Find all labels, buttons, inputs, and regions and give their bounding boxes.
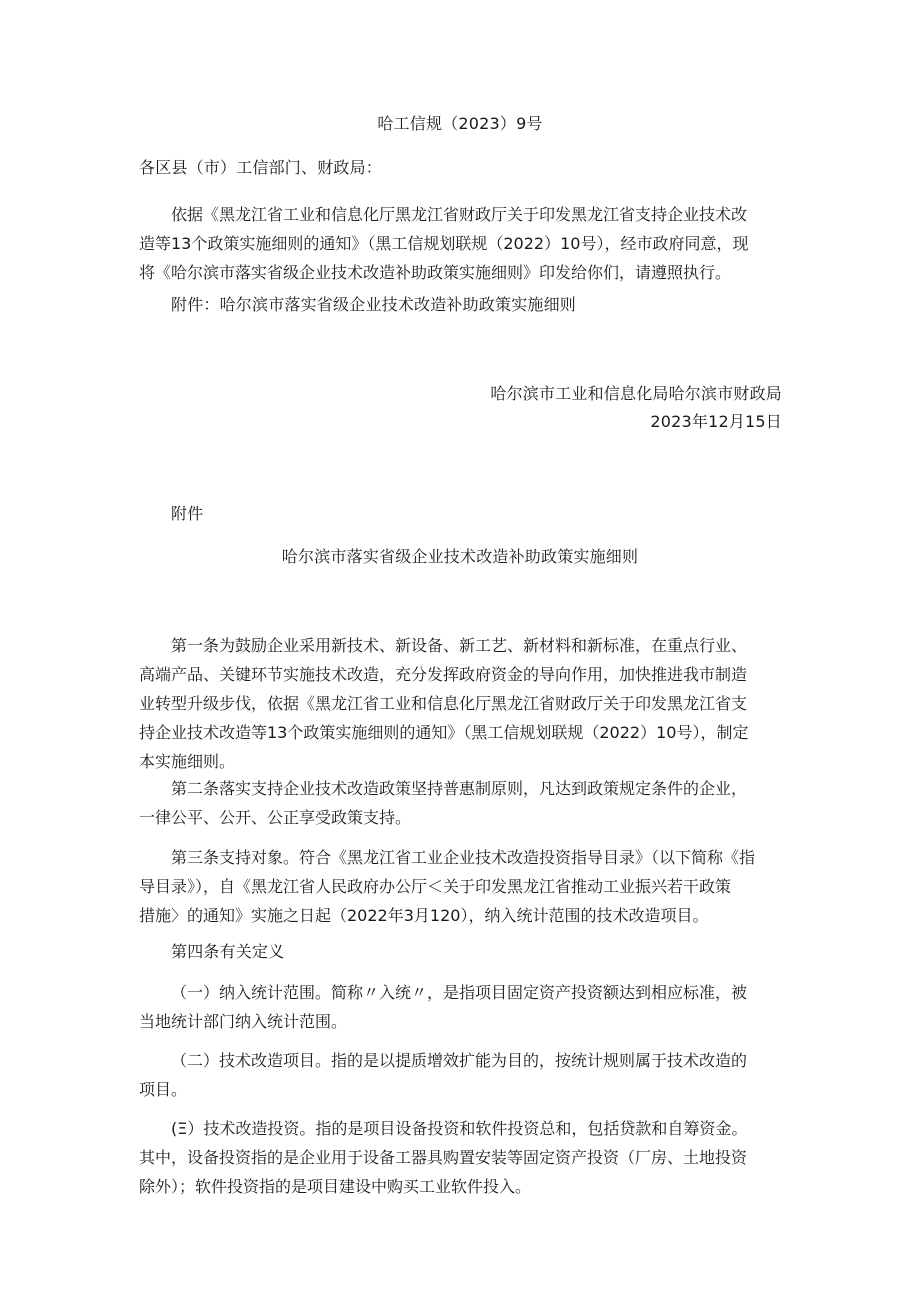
definition-2-line: 项目。 [139, 1080, 188, 1099]
article-3-line: 导目录》），自《黑龙江省人民政府办公厅＜关于印发黑龙江省推动工业振兴若干政策 [139, 877, 732, 896]
intro-line: 将《哈尔滨市落实省级企业技术改造补助政策实施细则》印发给你们，请遵照执行。 [139, 263, 732, 282]
article-4-heading: 第四条有关定义 [171, 942, 285, 961]
definition-3-line: 其中，设备投资指的是企业用于设备工器具购置安装等固定资产投资（厂房、土地投资 [139, 1148, 748, 1167]
article-1-line: 持企业技术改造等13个政策实施细则的通知》（黑工信规划联规（2022）10号），制定 [139, 723, 749, 742]
article-1 [139, 631, 791, 776]
attachment-note: 附件：哈尔滨市落实省级企业技术改造补助政策实施细则 [171, 295, 577, 314]
signature-date: 2023年12月15日 [650, 412, 782, 431]
attachment-label: 附件 [171, 504, 204, 523]
document-number: 哈工信规（2023）9号 [377, 114, 543, 133]
article-3-line: 第三条支持对象。符合《黑龙江省工业企业技术改造投资指导目录》（以下简称《指 [171, 848, 756, 867]
article-1-line: 业转型升级步伐，依据《黑龙江省工业和信息化厅黑龙江省财政厅关于印发黑龙江省支 [139, 694, 748, 713]
definition-2 [139, 1046, 791, 1104]
signature: 哈尔滨市工业和信息化局哈尔滨市财政局 [490, 384, 782, 403]
attachment-title: 哈尔滨市落实省级企业技术改造补助政策实施细则 [281, 547, 639, 566]
definition-3-line: 除外）；软件投资指的是项目建设中购买工业软件投入。 [139, 1177, 532, 1196]
definition-1-line: （一）纳入统计范围。简称〃入统〃，是指项目固定资产投资额达到相应标准，被 [171, 983, 748, 1002]
article-2-line: 一律公平、公开、公正享受政策支持。 [139, 808, 412, 827]
article-2 [139, 774, 791, 832]
article-1-line: 第一条为鼓励企业采用新技术、新设备、新工艺、新材料和新标准，在重点行业、 [171, 636, 748, 655]
definition-1 [139, 978, 791, 1036]
article-1-line: 高端产品、关键环节实施技术改造，充分发挥政府资金的导向作用，加快推进我市制造 [139, 665, 748, 684]
definition-3 [139, 1114, 791, 1201]
intro-line: 依据《黑龙江省工业和信息化厅黑龙江省财政厅关于印发黑龙江省支持企业技术改 [171, 205, 748, 224]
intro-paragraph [139, 200, 791, 287]
article-2-line: 第二条落实支持企业技术改造政策坚持普惠制原则，凡达到政策规定条件的企业， [171, 779, 748, 798]
article-1-line: 本实施细则。 [139, 752, 236, 771]
article-3-line: 措施〉的通知》实施之日起（2022年3月120），纳入统计范围的技术改造项目。 [139, 906, 709, 925]
addressee: 各区县（市）工信部门、财政局： [139, 158, 383, 177]
definition-1-line: 当地统计部门纳入统计范围。 [139, 1012, 348, 1031]
article-3 [139, 843, 791, 930]
definition-2-line: （二）技术改造项目。指的是以提质增效扩能为目的，按统计规则属于技术改造的 [171, 1051, 748, 1070]
intro-line: 造等13个政策实施细则的通知》（黑工信规划联规（2022）10号），经市政府同意，现 [139, 234, 749, 253]
definition-3-line: (Ξ）技术改造投资。指的是项目设备投资和软件投资总和，包括贷款和自筹资金。 [171, 1119, 748, 1138]
